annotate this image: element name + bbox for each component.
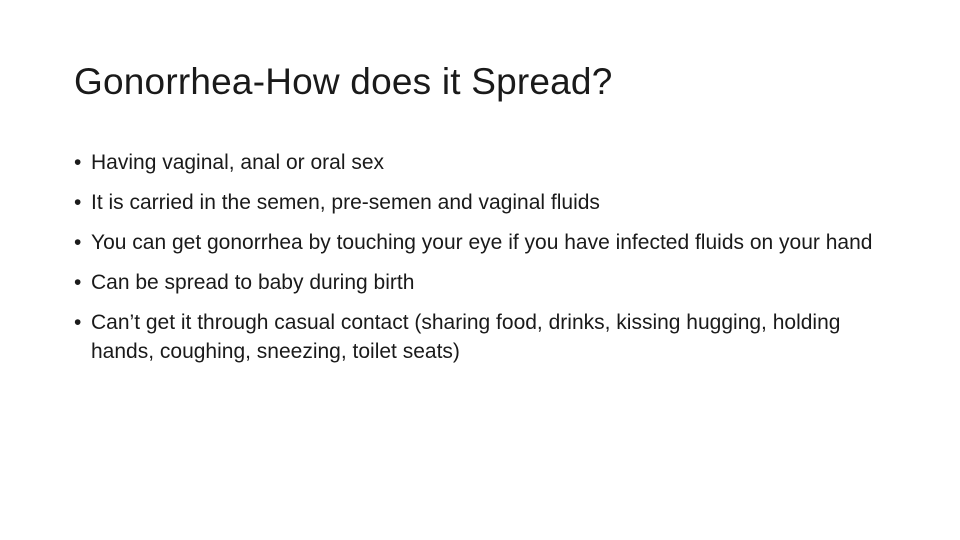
bullet-text: Having vaginal, anal or oral sex	[91, 151, 384, 174]
bullet-dot-icon: •	[74, 311, 82, 334]
bullet-list	[74, 148, 874, 377]
bullet-item	[74, 188, 874, 217]
bullet-text: It is carried in the semen, pre-semen and vaginal fluids	[91, 191, 600, 214]
bullet-item	[74, 268, 874, 297]
bullet-item	[74, 228, 874, 257]
bullet-item	[74, 308, 874, 366]
bullet-text: Can’t get it through casual contact (sharing food, drinks, kissing hugging, holding hands, coughing, sneezing, toilet seats)	[91, 311, 841, 363]
bullet-text: You can get gonorrhea by touching your eye if you have infected fluids on your hand	[91, 231, 873, 254]
bullet-dot-icon: •	[74, 271, 82, 294]
bullet-dot-icon: •	[74, 231, 82, 254]
slide-title: Gonorrhea-How does it Spread?	[74, 61, 613, 102]
bullet-text: Can be spread to baby during birth	[91, 271, 415, 294]
bullet-dot-icon: •	[74, 191, 82, 214]
bullet-dot-icon: •	[74, 151, 82, 174]
bullet-item	[74, 148, 874, 177]
